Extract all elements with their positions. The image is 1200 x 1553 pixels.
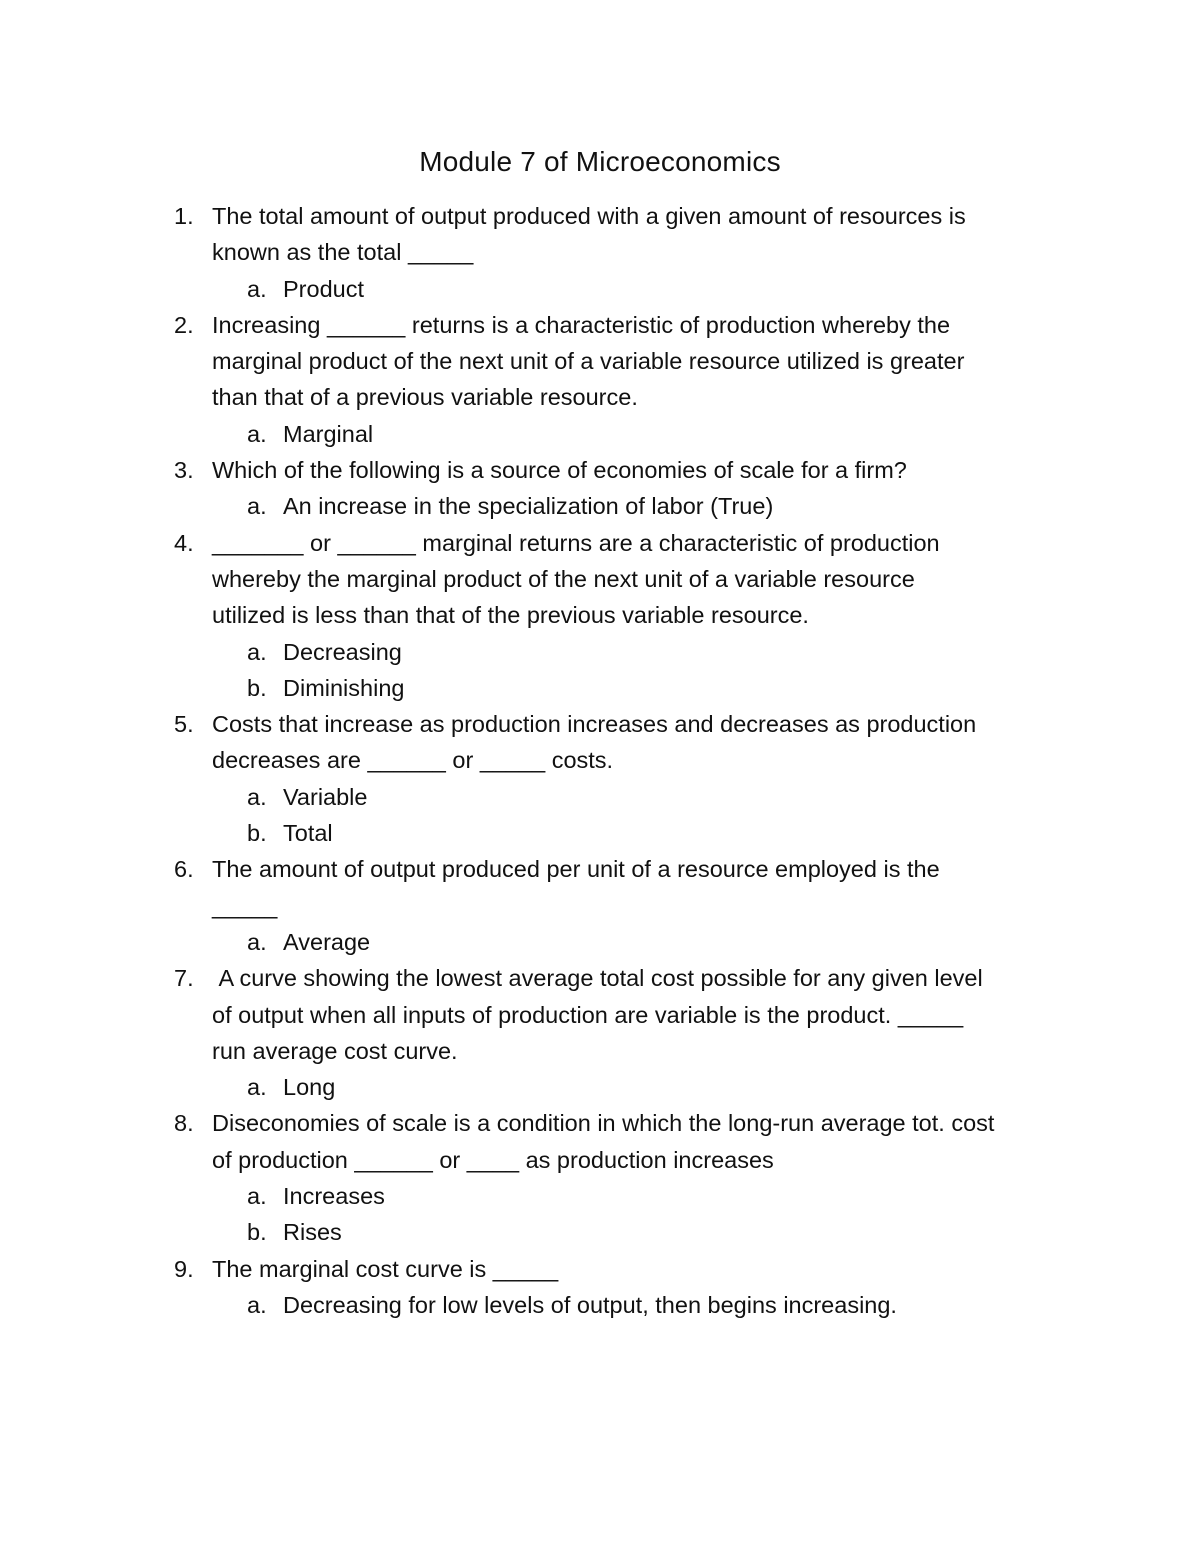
answer-list	[212, 1287, 1062, 1323]
question-item	[0, 307, 1062, 452]
answer-item	[212, 271, 1062, 307]
question-number: 3.	[174, 457, 194, 484]
question-item	[0, 960, 1062, 1105]
question-text-line: Costs that increase as production increases and decreases as production	[212, 711, 977, 738]
question-item	[0, 1105, 1062, 1250]
question-text-line: than that of a previous variable resource.	[212, 384, 638, 411]
answer-text: Product	[283, 275, 364, 302]
answer-item	[212, 670, 1062, 706]
question-number: 1.	[174, 203, 194, 229]
question-text-line: Which of the following is a source of economies of scale for a firm?	[212, 457, 907, 484]
answer-text: Total	[283, 820, 333, 847]
answer-letter: a.	[247, 1074, 267, 1101]
question-number: 8.	[174, 1110, 194, 1137]
answer-letter: a.	[247, 1183, 267, 1210]
answer-letter: a.	[247, 928, 267, 955]
question-text-line: Increasing ______ returns is a characteristic of production whereby the	[212, 311, 951, 338]
page-title: Module 7 of Microeconomics	[419, 146, 781, 177]
question-text-line: Diseconomies of scale is a condition in which the long-run average tot. cost	[212, 1110, 995, 1137]
answer-text: Average	[283, 928, 371, 955]
answer-item	[212, 488, 1062, 524]
answer-letter: a.	[247, 783, 267, 810]
answer-letter: b.	[247, 820, 267, 847]
answer-list	[212, 924, 1062, 960]
question-item	[0, 452, 1062, 525]
answer-item	[212, 924, 1062, 960]
answer-letter: b.	[247, 1219, 267, 1246]
question-item	[0, 851, 1062, 960]
answer-text: Rises	[283, 1219, 342, 1246]
answer-list	[212, 488, 1062, 524]
answer-item	[212, 1214, 1062, 1250]
answer-list	[212, 634, 1062, 707]
answer-text: Decreasing	[283, 638, 402, 665]
question-item	[0, 525, 1062, 706]
answer-text: An increase in the specialization of labor (True)	[283, 493, 774, 520]
answer-letter: a.	[247, 275, 267, 302]
question-text-line: decreases are ______ or _____ costs.	[212, 747, 614, 774]
answer-text: Marginal	[283, 420, 374, 447]
answer-item	[212, 1069, 1062, 1105]
answer-text: Decreasing for low levels of output, then begins increasing.	[283, 1291, 897, 1318]
question-text-line: of output when all inputs of production are variable is the product. _____	[212, 1001, 964, 1028]
answer-text: Long	[283, 1074, 336, 1101]
question-text-line: The marginal cost curve is _____	[212, 1255, 559, 1282]
answer-text: Diminishing	[283, 674, 405, 701]
answer-item	[212, 1178, 1062, 1214]
answer-letter: a.	[247, 1291, 267, 1318]
answer-list	[212, 1178, 1062, 1251]
answer-text: Increases	[283, 1183, 385, 1210]
answer-letter: a.	[247, 420, 267, 447]
answer-letter: a.	[247, 638, 267, 665]
answer-list	[212, 416, 1062, 452]
answer-item	[212, 815, 1062, 851]
question-text-line: marginal product of the next unit of a variable resource utilized is greater	[212, 348, 965, 375]
question-number: 4.	[174, 529, 194, 556]
question-list	[0, 198, 1200, 1323]
answer-item	[212, 416, 1062, 452]
question-text-line: The total amount of output produced with a given amount of resources is	[212, 203, 966, 229]
question-number: 9.	[174, 1255, 194, 1282]
question-text-line: of production ______ or ____ as production increases	[212, 1146, 774, 1173]
question-text-line: _____	[212, 892, 278, 919]
question-text-line: known as the total _____	[212, 239, 474, 266]
answer-item	[212, 634, 1062, 670]
question-number: 2.	[174, 311, 194, 338]
question-text-line: utilized is less than that of the previous variable resource.	[212, 602, 809, 629]
question-item	[0, 1251, 1062, 1324]
question-number: 6.	[174, 856, 194, 883]
answer-list	[212, 1069, 1062, 1105]
answer-list	[212, 779, 1062, 852]
answer-letter: b.	[247, 674, 267, 701]
question-number: 7.	[174, 965, 194, 992]
answer-item	[212, 779, 1062, 815]
question-item	[0, 198, 1062, 307]
answer-letter: a.	[247, 493, 267, 520]
answer-item	[212, 1287, 1062, 1323]
question-text-line: _______ or ______ marginal returns are a characteristic of production	[212, 529, 940, 556]
question-text-line: whereby the marginal product of the next unit of a variable resource	[212, 565, 915, 592]
answer-list	[212, 271, 1062, 307]
question-number: 5.	[174, 711, 194, 738]
question-text-line: A curve showing the lowest average total cost possible for any given level	[212, 965, 983, 992]
answer-text: Variable	[283, 783, 368, 810]
question-text-line: run average cost curve.	[212, 1037, 458, 1064]
question-item	[0, 706, 1062, 851]
question-text-line: The amount of output produced per unit of a resource employed is the	[212, 856, 940, 883]
